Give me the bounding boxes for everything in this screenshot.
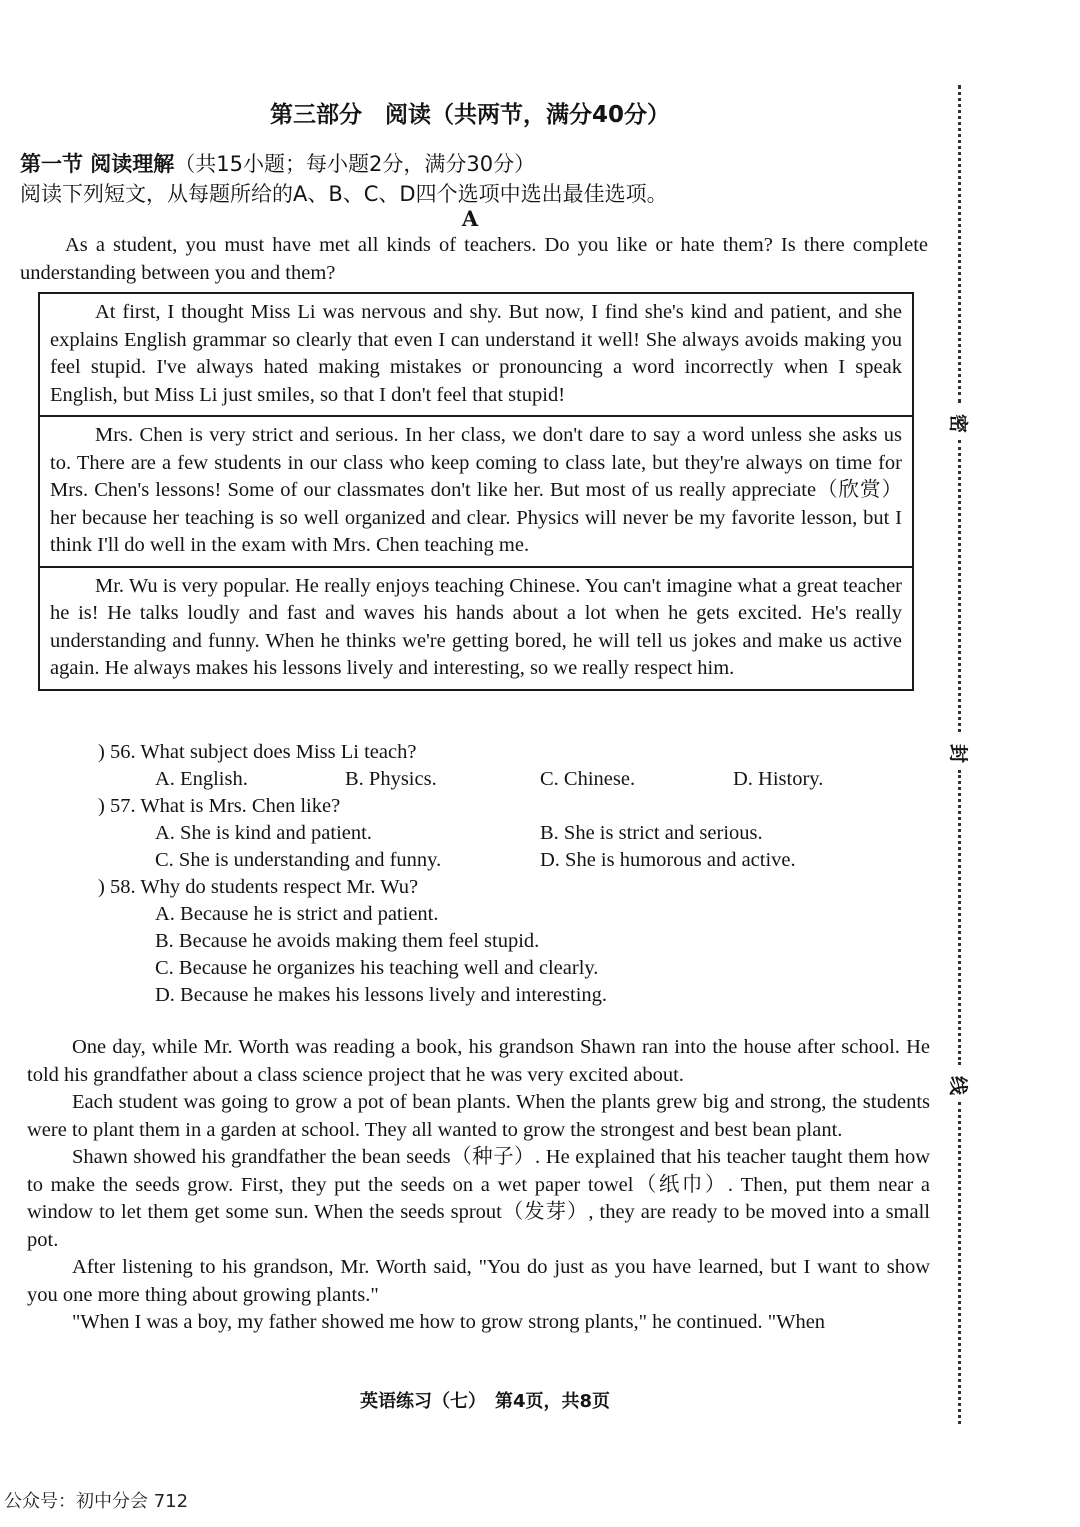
seal-char-xian: 线 bbox=[947, 1075, 970, 1096]
story-paragraph: After listening to his grandson, Mr. Worth said, "You do just as you have learned, but I want to show you one more thing about growing plants." bbox=[27, 1256, 930, 1306]
teacher-paragraph: Mr. Wu is very popular. He really enjoys teaching Chinese. You can't imagine what a great teacher he is! He talks loudly and fast and waves his hands about a lot when he gets excited. He's really understanding and funny. When he thinks we're getting bored, he will tell us jokes and make us active again. He always makes his lessons lively and interesting, so we really respect him. bbox=[50, 574, 902, 679]
passage-a-intro: As a student, you must have met all kinds of teachers. Do you like or hate them? Is there complete understanding between you and them? bbox=[20, 234, 928, 284]
seal-char-mi: 密 bbox=[947, 413, 970, 434]
question-58-option-a: A. Because he is strict and patient. bbox=[155, 903, 439, 925]
question-58-option-b: B. Because he avoids making them feel stupid. bbox=[155, 930, 540, 952]
question-57-stem: ) 57. What is Mrs. Chen like? bbox=[98, 795, 341, 817]
page-footer: 英语练习（七） 第4页，共8页 bbox=[359, 1391, 611, 1412]
subsection-heading: 第一节 阅读理解 bbox=[20, 152, 175, 176]
seal-line-segment bbox=[958, 85, 961, 403]
story-paragraph: "When I was a boy, my father showed me how to grow strong plants," he continued. "When bbox=[72, 1311, 826, 1333]
question-57-option-d: D. She is humorous and active. bbox=[540, 849, 796, 871]
question-56-stem: ) 56. What subject does Miss Li teach? bbox=[98, 741, 417, 763]
passage-label: A bbox=[461, 206, 479, 231]
question-56-option-a: A. English. bbox=[155, 768, 248, 790]
subsection-score: （共15小题；每小题2分，满分30分） bbox=[174, 152, 536, 176]
watermark: 公众号：初中分会 712 bbox=[4, 1491, 189, 1512]
passage-b bbox=[27, 1034, 930, 1337]
question-58-option-d: D. Because he makes his lessons lively and interesting. bbox=[155, 984, 608, 1006]
question-56-option-b: B. Physics. bbox=[345, 768, 437, 790]
seal-line-segment bbox=[958, 770, 961, 1065]
seal-char-feng: 封 bbox=[947, 743, 970, 764]
teacher-row-miss-li bbox=[40, 294, 912, 415]
seal-line-segment bbox=[958, 1102, 961, 1424]
instruction: 阅读下列短文，从每题所给的A、B、C、D四个选项中选出最佳选项。 bbox=[20, 182, 668, 206]
question-56-option-d: D. History. bbox=[733, 768, 824, 790]
teacher-paragraph: At first, I thought Miss Li was nervous and shy. But now, I find she's kind and patient, and she explains English grammar so clearly that even I can understand it well! She always avoids making you feel stupid. I've always hated making mistakes or pronouncing a word incorrectly when I speak English, but Miss Li just smiles, so that I don't feel that stupid! bbox=[50, 301, 902, 406]
question-56-option-c: C. Chinese. bbox=[540, 768, 636, 790]
teacher-descriptions-box bbox=[38, 292, 914, 691]
teacher-row-mr-wu bbox=[40, 566, 912, 689]
teacher-row-mrs-chen bbox=[40, 415, 912, 566]
question-57-option-a: A. She is kind and patient. bbox=[155, 822, 372, 844]
question-57-option-c: C. She is understanding and funny. bbox=[155, 849, 442, 871]
subsection-heading-line bbox=[20, 148, 535, 178]
section-title: 第三部分 阅读（共两节，满分40分） bbox=[269, 102, 670, 128]
story-paragraph: One day, while Mr. Worth was reading a book, his grandson Shawn ran into the house after school. He told his grandfather about a class science project that he was very excited about. bbox=[27, 1036, 930, 1086]
seal-line-segment bbox=[958, 440, 961, 732]
story-paragraph: Each student was going to grow a pot of bean plants. When the plants grew big and strong, the students were to plant them in a garden at school. They all wanted to grow the strongest and best bean plant. bbox=[27, 1091, 930, 1141]
question-57-option-b: B. She is strict and serious. bbox=[540, 822, 763, 844]
teacher-paragraph: Mrs. Chen is very strict and serious. In her class, we don't dare to say a word unless she asks us to. There are a few students in our class who keep coming to class late, but they're always on time for Mrs. Chen's lessons! Some of our classmates don't like her. But most of us really appreciate（欣赏）her because her teaching is so well organized and clear. Physics will never be my favorite lesson, but I think I'll do well in the exam with Mrs. Chen teaching me. bbox=[50, 424, 902, 556]
question-58-option-c: C. Because he organizes his teaching well and clearly. bbox=[155, 957, 599, 979]
story-paragraph: Shawn showed his grandfather the bean seeds（种子）. He explained that his teacher taught them how to make the seeds grow. First, they put the seeds on a wet paper towel（纸巾）. Then, put them near a window to let them get some sun. When the seeds sprout（发芽）, they are ready to be moved into a small pot. bbox=[27, 1146, 930, 1251]
question-58-stem: ) 58. Why do students respect Mr. Wu? bbox=[98, 876, 419, 898]
